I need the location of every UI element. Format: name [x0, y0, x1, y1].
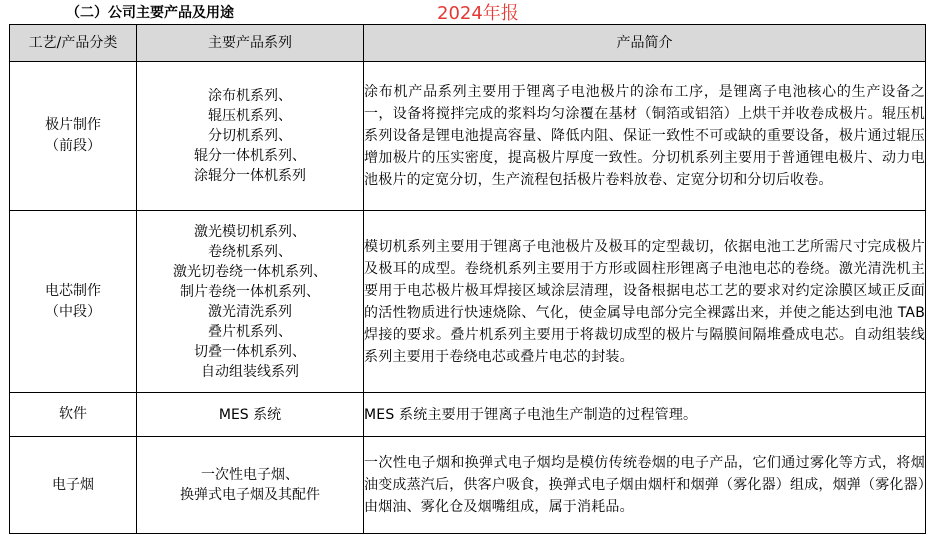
section-heading: （二）公司主要产品及用途 [66, 5, 234, 21]
description-cell: MES 系统主要用于锂离子电池生产制造的过程管理。 [364, 393, 926, 437]
series-item: 一次性电子烟、 [201, 467, 299, 483]
series-item: 辊压机系列、 [208, 108, 292, 124]
header-category: 工艺/产品分类 [10, 25, 137, 62]
category-line: 电芯制作 [45, 282, 101, 299]
series-cell [137, 393, 364, 437]
series-cell [137, 62, 364, 211]
series-item: 分切机系列、 [208, 128, 292, 144]
category-line: 电子烟 [52, 476, 94, 493]
category-cell [10, 437, 137, 534]
header-description: 产品简介 [364, 25, 926, 62]
category-line: （前段） [45, 138, 101, 154]
header-series: 主要产品系列 [137, 25, 364, 62]
series-item: 换弹式电子烟及其配件 [180, 487, 320, 503]
series-item: 辊分一体机系列、 [194, 148, 306, 164]
series-cell [137, 437, 364, 534]
description-cell: 涂布机产品系列主要用于锂离子电池极片的涂布工序，是锂离子电池核心的生产设备之一，设备将搅拌完成的浆料均匀涂覆在基材（铜箔或铝箔）上烘干并收卷成极片。辊压机系列设备是锂电池提高容量、降低内阻、保证一致性不可或缺的重要设备，极片通过辊压增加极片的压实密度，提高极片厚度一致性。分切机系列主要用于普通锂电极片、动力电池极片的定宽分切，生产流程包括极片卷料放卷、定宽分切和分切后收卷。 [364, 62, 926, 211]
series-item: 激光切卷绕一体机系列、 [173, 263, 327, 280]
category-line: 极片制作 [45, 117, 101, 133]
table-row-cell-making [10, 211, 926, 393]
series-item: 叠片机系列、 [208, 323, 292, 340]
series-item: 自动组装线系列 [201, 363, 299, 380]
table-row-e-cigarette [10, 437, 926, 534]
series-item: 切叠一体机系列、 [194, 343, 306, 360]
category-line: 软件 [59, 406, 87, 422]
series-item: 激光清洗系列 [208, 303, 292, 320]
description-cell: 模切机系列主要用于锂离子电池极片及极耳的定型裁切，依据电池工艺所需尺寸完成极片及极耳的成型。卷绕机系列主要用于方形或圆柱形锂离子电池电芯的卷绕。激光清洗机主要用于电芯极片极耳焊接区域涂层清理，设备根据电芯工艺的要求对约定涂膜区域正反面的活性物质进行快速烧除、气化，使金属导电部分完全裸露出来，并使之能达到电池 TAB 焊接的要求。叠片机系列主要用于将裁切成型的极片与隔膜间隔堆叠成电芯。自动组装线系列主要用于卷绕电芯或叠片电芯的封装。 [364, 211, 926, 393]
report-year-stamp: 2024年报 [437, 3, 519, 24]
product-table [9, 24, 926, 534]
series-cell [137, 211, 364, 393]
category-cell [10, 211, 137, 393]
series-item: 激光模切机系列、 [194, 223, 306, 240]
category-cell [10, 393, 137, 437]
series-item: MES 系统 [218, 406, 282, 423]
series-item: 制片卷绕一体机系列、 [180, 283, 320, 300]
category-line: （中段） [45, 303, 101, 320]
series-item: 涂布机系列、 [208, 88, 292, 104]
table-header-row [10, 25, 926, 62]
category-cell [10, 62, 137, 211]
series-item: 涂辊分一体机系列 [194, 168, 306, 184]
description-cell: 一次性电子烟和换弹式电子烟均是模仿传统卷烟的电子产品，它们通过雾化等方式，将烟油变成蒸汽后，供客户吸食，换弹式电子烟由烟杆和烟弹（雾化器）组成，烟弹（雾化器）由烟油、雾化仓及烟嘴组成，属于消耗品。 [364, 437, 926, 534]
series-item: 卷绕机系列、 [208, 243, 292, 260]
table-row-electrode [10, 62, 926, 211]
table-row-software [10, 393, 926, 437]
